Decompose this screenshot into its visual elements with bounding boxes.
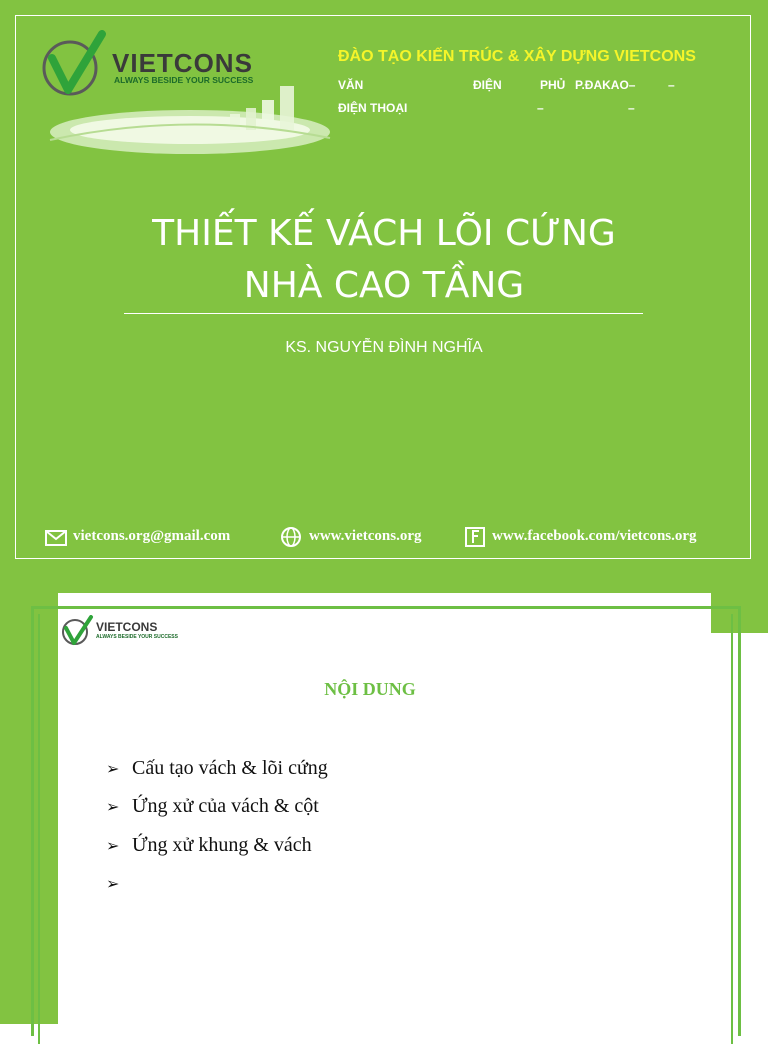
title-divider bbox=[124, 313, 643, 314]
logo-name: VIETCONS bbox=[112, 48, 253, 78]
phone-dash: – bbox=[628, 101, 635, 115]
address-word: P.ĐAKAO– bbox=[575, 78, 636, 92]
contents-slide bbox=[0, 575, 768, 1024]
author-name: KS. NGUYỄN ĐÌNH NGHĨA bbox=[285, 339, 483, 356]
list-item-text: Ứng xử khung & vách bbox=[132, 834, 312, 856]
logo-tagline: ALWAYS BESIDE YOUR SUCCESS bbox=[114, 75, 254, 85]
logo-name: VIETCONS bbox=[96, 620, 158, 634]
title-line-2: NHÀ CAO TẦNG bbox=[243, 265, 525, 306]
phone-label: ĐIỆN THOẠI bbox=[338, 101, 408, 115]
arrow-bullet-icon: ➢ bbox=[106, 799, 120, 816]
slide-top-band bbox=[0, 575, 768, 595]
logo-tagline: ALWAYS BESIDE YOUR SUCCESS bbox=[96, 634, 178, 640]
globe-icon bbox=[280, 526, 302, 548]
email-link[interactable]: vietcons.org@gmail.com bbox=[73, 528, 231, 544]
address-word: – bbox=[668, 78, 675, 92]
presentation-title bbox=[0, 208, 768, 312]
list-item bbox=[106, 872, 132, 895]
vietcons-logo-icon bbox=[60, 615, 94, 647]
arrow-bullet-icon: ➢ bbox=[106, 876, 120, 893]
arrow-bullet-icon: ➢ bbox=[106, 838, 120, 855]
organization-name: ĐÀO TẠO KIẾN TRÚC & XÂY DỰNG VIETCONS bbox=[338, 48, 696, 65]
list-item bbox=[106, 795, 319, 818]
title-line-1: THIẾT KẾ VÁCH LÕI CỨNG bbox=[152, 213, 616, 254]
list-item bbox=[106, 757, 328, 780]
list-item bbox=[106, 834, 312, 857]
website-link[interactable]: www.vietcons.org bbox=[309, 528, 422, 544]
list-item-text: Cấu tạo vách & lõi cứng bbox=[132, 757, 328, 779]
arrow-bullet-icon: ➢ bbox=[106, 761, 120, 778]
facebook-link[interactable]: www.facebook.com/vietcons.org bbox=[492, 528, 697, 544]
facebook-icon bbox=[465, 527, 485, 547]
address-word: VĂN bbox=[338, 78, 364, 92]
address-word: ĐIỆN bbox=[473, 78, 502, 92]
vietcons-logo bbox=[40, 30, 340, 170]
mail-icon bbox=[45, 530, 67, 546]
slide-heading: NỘI DUNG bbox=[324, 679, 416, 699]
phone-dash: – bbox=[537, 101, 544, 115]
address-word: PHỦ bbox=[540, 78, 566, 92]
list-item-text: Ứng xử của vách & cột bbox=[132, 795, 319, 817]
